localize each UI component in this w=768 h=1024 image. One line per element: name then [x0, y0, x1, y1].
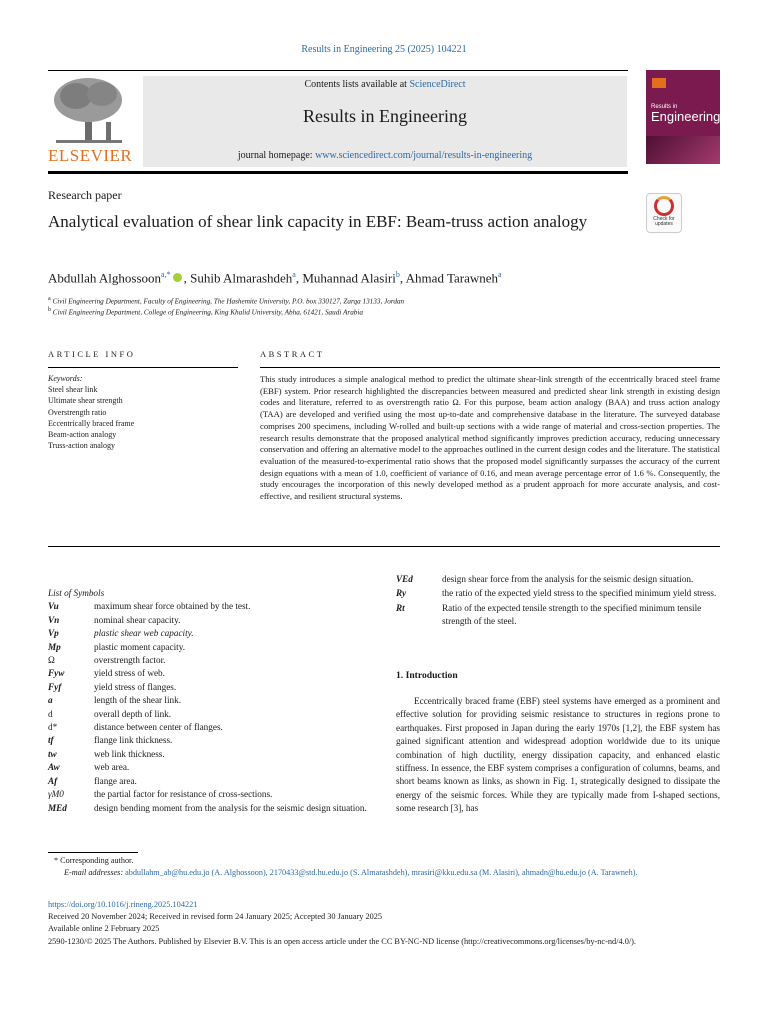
author-affiliation-marker[interactable]: a [498, 270, 502, 279]
keyword: Beam-action analogy [48, 430, 117, 440]
keyword: Steel shear link [48, 385, 98, 395]
header-top-rule [48, 70, 628, 71]
symbol: Fyw [48, 668, 65, 679]
symbol-definition: yield stress of flanges. [94, 681, 177, 692]
introduction-heading: 1. Introduction [396, 670, 458, 681]
journal-title: Results in Engineering [303, 106, 467, 126]
article-title: Analytical evaluation of shear link capacity in EBF: Beam-truss action analogy [48, 212, 588, 231]
symbol: Rt [396, 602, 405, 613]
symbol-definition: design bending moment from the analysis for the seismic design situation. [94, 802, 367, 813]
author-name[interactable]: Muhannad Alasiri [302, 270, 396, 286]
journal-citation[interactable]: Results in Engineering 25 (2025) 104221 [301, 44, 467, 55]
symbol-row [396, 587, 720, 600]
publisher-name: ELSEVIER [48, 146, 133, 165]
homepage-line: journal homepage: www.sciencedirect.com/journal/results-in-engineering [237, 150, 533, 161]
symbol-row [48, 654, 378, 667]
corresponding-author-note: * Corresponding author. [54, 856, 134, 865]
affiliation: $^a$ Civil Engineering Department, Faculty of Engineering, The Hashemite University, P.O. box 330127, Zarqa 13133, Jordan [48, 296, 405, 306]
symbol: Mp [48, 641, 61, 652]
symbol-definition: plastic shear web capacity. [94, 628, 194, 639]
symbol-row [48, 667, 378, 680]
symbol-definition: maximum shear force obtained by the test. [94, 601, 251, 612]
cover-graphic [646, 136, 720, 164]
symbol-row [48, 734, 378, 747]
symbol-row [48, 641, 378, 654]
author-affiliation-marker[interactable]: a,* [161, 270, 171, 279]
symbol: Ry [396, 588, 407, 599]
introduction-paragraph: Eccentrically braced frame (EBF) steel systems have emerged as a prominent and effective solution for providing seismic resistance to structures in regions prone to earthquakes. First proposed in Japan during the early 1970s [1,2], the EBF system has gained significant attention and widespread adoption worldwide due to its unique combination of high ductility, energy dissipation capacity, and enhanced elastic stiffness. In essence, the EBF system comprises a configuration of columns, beams, and short beams known as links, as shown in Fig. 1, strategically designed to dissipate the energy of the seismic forces. While they are typically made from I-shaped sections, some research [3], has [396, 696, 720, 814]
elsevier-logo[interactable] [48, 76, 133, 166]
symbol-definition: length of the shear link. [94, 695, 182, 706]
check-updates-label: Check for updates [653, 216, 675, 227]
email-addresses: E-mail addresses: abdullahm_ab@hu.edu.jo (A. Alghossoon), 2170433@std.hu.edu.jo (S. Almarashdeh), mrasiri@kku.edu.sa (M. Alasiri), ahmadn@hu.edu.jo (A. Tarawneh). [64, 868, 638, 878]
symbol-row [48, 748, 378, 761]
symbol-definition: nominal shear capacity. [94, 614, 181, 625]
author-affiliation-marker[interactable]: a [292, 270, 296, 279]
author-affiliation-marker[interactable]: b [395, 270, 400, 279]
keyword: Ultimate shear strength [48, 396, 123, 406]
symbol-row [48, 614, 378, 627]
author-name[interactable]: Ahmad Tarawneh [405, 270, 499, 286]
symbol: γM0 [48, 789, 64, 800]
check-for-updates-button[interactable] [646, 193, 682, 233]
symbol-row [48, 721, 378, 734]
abstract-heading: ABSTRACT [260, 349, 325, 359]
symbol: Fyf [48, 681, 62, 692]
orcid-icon[interactable] [173, 273, 182, 282]
symbols-title: List of Symbols [48, 588, 105, 598]
symbol: d* [48, 722, 58, 733]
symbol-row [396, 602, 720, 629]
symbol-row [48, 627, 378, 640]
symbol: Vn [48, 614, 60, 625]
contents-line: Contents lists available at ScienceDirect [304, 79, 466, 90]
abstract-rule [260, 367, 720, 368]
cover-small-text: Results in [651, 104, 678, 110]
symbol: tw [48, 748, 57, 759]
footnotes [48, 852, 720, 880]
symbol-row [48, 600, 378, 613]
keywords-block [48, 373, 238, 451]
keyword: Eccentrically braced frame [48, 418, 135, 428]
symbol-row [396, 573, 720, 586]
symbol-row [48, 788, 378, 801]
affiliation: $^b$ Civil Engineering Department, College of Engineering, King Khalid University, Abha, 61421, Saudi Arabia [48, 307, 363, 317]
symbol-definition: yield stress of web. [94, 668, 165, 679]
symbol: Af [48, 775, 58, 786]
symbol-row [48, 708, 378, 721]
article-type: Research paper [48, 188, 122, 202]
symbol: Vu [48, 601, 59, 612]
symbol: MEd [48, 802, 67, 813]
symbol: Aw [48, 762, 60, 773]
symbol-definition: overall depth of link. [94, 708, 172, 719]
license-statement[interactable]: 2590-1230/© 2025 The Authors. Published by Elsevier B.V. This is an open access article under the CC BY-NC-ND license (http://creativecommons.org/licenses/by-nc-nd/4.0/). [48, 936, 636, 946]
author-list: Abdullah Alghossoon$^{a,*}$ , Suhib Almarashdeh$^a$, Muhannad Alasiri$^b$, Ahmad Tarawneh$^a$ [48, 270, 502, 286]
symbol-definition: Ratio of the expected tensile strength to the specified minimum tensile strength of the steel. [442, 602, 702, 627]
author-name[interactable]: Abdullah Alghossoon [48, 270, 162, 286]
online-date: Available online 2 February 2025 [48, 924, 160, 934]
symbol-definition: overstrength factor. [94, 655, 166, 666]
check-updates-icon [654, 196, 674, 216]
symbol: Ω [48, 655, 55, 666]
received-dates: Received 20 November 2024; Received in revised form 24 January 2025; Accepted 30 January 2025 [48, 912, 383, 922]
symbols-continued [396, 573, 720, 629]
symbol-row [48, 761, 378, 774]
article-info-rule [48, 367, 238, 368]
symbol-definition: plastic moment capacity. [94, 641, 185, 652]
symbol-definition: the ratio of the expected yield stress to the specified minimum yield stress. [442, 588, 717, 599]
author-name[interactable]: Suhib Almarashdeh [190, 270, 293, 286]
symbol: a [48, 695, 53, 706]
keyword: Truss-action analogy [48, 441, 116, 451]
article-info-heading: ARTICLE INFO [48, 349, 136, 359]
cover-logo-mark [652, 78, 666, 88]
symbol-definition: the partial factor for resistance of cross-sections. [94, 789, 273, 800]
symbol-definition: design shear force from the analysis for the seismic design situation. [442, 574, 694, 584]
keywords-label: Keywords: [48, 374, 83, 383]
keyword: Overstrength ratio [48, 407, 107, 417]
symbol-definition: flange area. [94, 775, 137, 786]
symbol: d [48, 708, 53, 719]
symbol-row [48, 694, 378, 707]
symbol-definition: distance between center of flanges. [94, 722, 223, 733]
symbol: tf [48, 735, 54, 746]
symbol-definition: web area. [94, 762, 130, 773]
list-of-symbols [48, 587, 378, 815]
abstract-text: This study introduces a simple analogical method to predict the ultimate shear-link strength of the eccentrically braced steel frame (EBF) system. Prior research highlighted the discrepancies between measured and predicted shear link strength in existing design codes and literature, referred to as overstrength ratio Ω. For this purpose, beam action analogy (BAA) and truss action analogy (TAA) are developed and verified using the most up-to-date and comprehensive database in the literature. The surveyed database comprises 200 specimens, including W-rolled and built-up sections with a wide range of material and cross-section properties. The research results demonstrate that the proposed analytical method significantly improves prediction accuracy, reducing unnecessary conservation and offering an alternative model to the approaches outlined in the current design codes and the literature. The statistical evaluation of the measured-to-experimental ratio shows that the proposed model significantly surpasses the accuracy of the current design equations with a mean of 1.0, coefficient of variance of 0.16, and mean average percentage error of 1.6 %. Consequently, the study encourages the incorporation of this newly developed method as a prudent approach for more accurate analysis, and cost-effective, and resilient structural systems. [260, 374, 720, 502]
symbol-definition: web link thickness. [94, 748, 165, 759]
header-bottom-rule [48, 171, 628, 174]
journal-cover-thumbnail[interactable] [646, 70, 720, 164]
footnote-rule [48, 852, 138, 853]
homepage-link[interactable]: www.sciencedirect.com/journal/results-in-engineering [315, 150, 533, 161]
sciencedirect-link[interactable]: ScienceDirect [409, 79, 466, 90]
symbol: VEd [396, 574, 413, 584]
publication-info [48, 899, 720, 948]
cover-title: Engineering [651, 109, 720, 124]
email-links[interactable]: abdullahm_ab@hu.edu.jo (A. Alghossoon), 2170433@std.hu.edu.jo (S. Almarashdeh), mrasiri@kku.edu.sa (M. Alasiri), ahmadn@hu.edu.jo (A. Tarawneh). [125, 868, 638, 878]
symbol-row [48, 775, 378, 788]
elsevier-tree-icon [48, 76, 130, 146]
symbol-row [48, 681, 378, 694]
symbol: Vp [48, 628, 59, 639]
symbol-definition: flange link thickness. [94, 735, 173, 746]
doi-link[interactable]: https://doi.org/10.1016/j.rineng.2025.104221 [48, 900, 198, 909]
symbol-row [48, 802, 378, 815]
abstract-bottom-rule [48, 546, 720, 547]
